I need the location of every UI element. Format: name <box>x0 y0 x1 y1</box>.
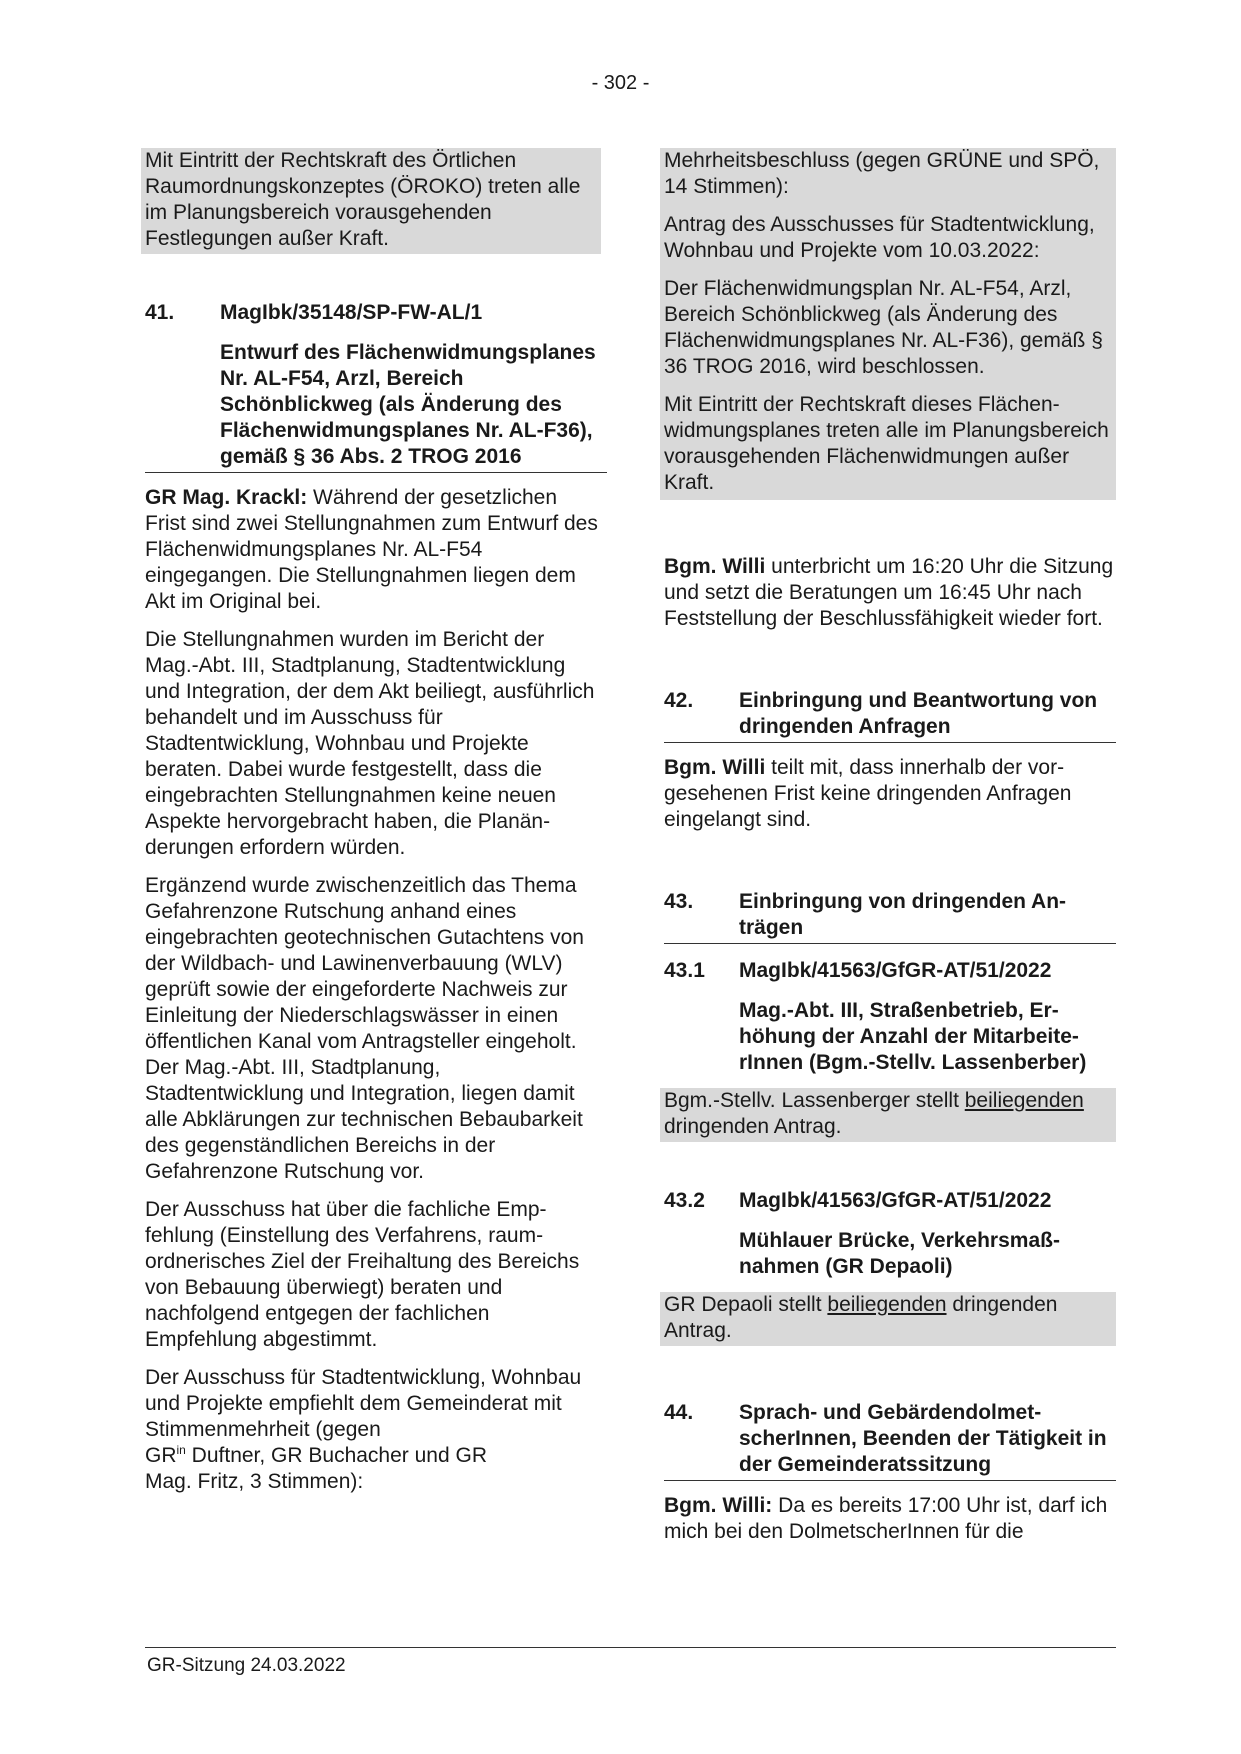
item-44-number: 44. <box>664 1401 694 1424</box>
item-41-number: 41. <box>145 301 175 324</box>
item-43-title: Einbringung von dringenden Anträgen <box>739 890 1067 939</box>
left-column <box>145 148 601 1495</box>
paragraph-ausschuss: Der Ausschuss hat über die fachliche Empfehlung (Einstellung des Verfahrens, raumordnerisches Ziel der Freihaltung des Bereichs von Bebauung überwiegt) beraten und nachfolgend entgegen der fachlichen Empfehlung abgestimmt. <box>145 1198 580 1351</box>
item-42-text: Bgm. Willi teilt mit, dass innerhalb der vorgesehenen Frist keine dringenden Anfragen eingelangt sind. <box>664 756 1072 831</box>
right-column <box>664 148 1116 1545</box>
resolution-motion: Antrag des Ausschusses für Stadtentwicklung, Wohnbau und Projekte vom 10.03.2022: <box>664 213 1095 262</box>
footer-divider <box>145 1647 1116 1648</box>
item-44-text: Bgm. Willi: Da es bereits 17:00 Uhr ist, darf ich mich bei den DolmetscherInnen für die <box>664 1494 1108 1543</box>
item-42-title: Einbringung und Beantwortung von dringenden Anfragen <box>739 689 1098 738</box>
item-44-title: Sprach- und GebärdendolmetscherInnen, Beenden der Tätigkeit in der Gemeinderatssitzung <box>739 1401 1107 1476</box>
item-431-motion: Bgm.-Stellv. Lassenberger stellt beiliegenden dringenden Antrag. <box>660 1088 1116 1142</box>
paragraph-stellungnahmen: Die Stellungnahmen wurden im Bericht der Mag.-Abt. III, Stadtplanung, Stadtentwicklung und Integration, der dem Akt beiliegt, ausführlich behandelt und im Ausschuss für Stadtentwicklung, Wohnbau und Projekte beraten. Dabei wurde festgestellt, dass die eingebrachten Stellungnahmen keine neuen Aspekte hervorgebracht haben, die Planänderungen erfordern würden. <box>145 628 595 859</box>
item-431-ref-row <box>664 958 1116 984</box>
resolution-decision: Der Flächenwidmungsplan Nr. AL-F54, Arzl, Bereich Schönblickweg (als Änderung des Flächenwidmungsplanes Nr. AL-F36), gemäß § 36 TROG 2016, wird beschlossen. <box>664 277 1103 378</box>
item-432-title-row <box>664 1228 1116 1280</box>
item-431-title: Mag.-Abt. III, Straßenbetrieb, Erhöhung der Anzahl der MitarbeiterInnen (Bgm.-Stellv. Lassenberber) <box>739 999 1087 1074</box>
oroko-note-text: Mit Eintritt der Rechtskraft des Örtlichen Raumordnungskonzeptes (ÖROKO) treten alle im Planungsbereich vorausgehenden Festlegungen außer Kraft. <box>145 149 581 250</box>
resolution-vote: Mehrheitsbeschluss (gegen GRÜNE und SPÖ, 14 Stimmen): <box>664 149 1100 198</box>
item-431-title-row <box>664 998 1116 1076</box>
item-432-title: Mühlauer Brücke, Verkehrsmaßnahmen (GR Depaoli) <box>739 1229 1060 1278</box>
resolution-block <box>660 148 1116 500</box>
item-41-ref: MagIbk/35148/SP-FW-AL/1 <box>220 301 483 324</box>
beiliegenden-link-432[interactable]: beiliegenden <box>827 1293 947 1316</box>
session-break: Bgm. Willi unterbricht um 16:20 Uhr die Sitzung und setzt die Beratungen um 16:45 Uhr nach Feststellung der Beschlussfähigkeit wieder fort. <box>664 555 1114 630</box>
item-44-heading <box>664 1400 1116 1481</box>
krackl-statement: GR Mag. Krackl: Während der gesetzlichen Frist sind zwei Stellungnahmen zum Entwurf des Flächenwidmungsplanes Nr. AL-F54 eingegangen. Die Stellungnahmen liegen dem Akt im Original bei. <box>145 486 598 613</box>
item-41-ref-row <box>145 300 601 326</box>
item-42-number: 42. <box>664 689 694 712</box>
item-431-ref: MagIbk/41563/GfGR-AT/51/2022 <box>739 959 1052 982</box>
footer-session-date: GR-Sitzung 24.03.2022 <box>147 1655 346 1676</box>
resolution-effect: Mit Eintritt der Rechtskraft dieses Flächenwidmungsplanes treten alle im Planungsbereich vorausgehenden Flächenwidmungen außer Kraft. <box>664 393 1109 494</box>
item-42-heading <box>664 688 1116 743</box>
page-number: - 302 - <box>591 72 650 94</box>
oroko-note <box>141 148 601 254</box>
item-41-title-row <box>145 340 607 473</box>
item-43-number: 43. <box>664 890 694 913</box>
item-432-ref: MagIbk/41563/GfGR-AT/51/2022 <box>739 1189 1052 1212</box>
item-43-heading <box>664 889 1116 944</box>
paragraph-empfehlung: Der Ausschuss für Stadtentwicklung, Wohnbau und Projekte empfiehlt dem Gemeinderat mit Stimmenmehrheit (gegen $GR^{in}$ Duftner, GR Buchacher und GR Mag. Fritz, 3 Stimmen): <box>145 1366 582 1493</box>
item-432-motion: GR Depaoli stellt beiliegenden dringenden Antrag. <box>660 1292 1116 1346</box>
item-432-ref-row <box>664 1188 1116 1214</box>
item-431-number: 43.1 <box>664 959 705 982</box>
item-41-title: Entwurf des Flächenwidmungsplanes Nr. AL-F54, Arzl, Bereich Schönblickweg (als Änderung des Flächenwidmungsplanes Nr. AL-F36), gemäß § 36 Abs. 2 TROG 2016 <box>220 341 596 468</box>
item-432-number: 43.2 <box>664 1189 705 1212</box>
paragraph-gefahrenzone: Ergänzend wurde zwischenzeitlich das Thema Gefahrenzone Rutschung anhand eines eingebrachten geotechnischen Gutachtens von der Wildbach- und Lawinenverbauung (WLV) geprüft sowie der eingeforderte Nachweis zur Einleitung der Niederschlagswässer in einen öffentlichen Kanal vom Antragsteller eingeholt. Der Mag.-Abt. III, Stadtplanung, Stadtentwicklung und Integration, liegen damit alle Abklärungen zur technischen Bebaubarkeit des gegenständlichen Bereichs in der Gefahrenzone Rutschung vor. <box>145 874 584 1183</box>
beiliegenden-link-431[interactable]: beiliegenden <box>964 1089 1084 1112</box>
speaker-willi: Bgm. Willi <box>664 555 766 578</box>
speaker-krackl: GR Mag. Krackl: <box>145 486 308 509</box>
